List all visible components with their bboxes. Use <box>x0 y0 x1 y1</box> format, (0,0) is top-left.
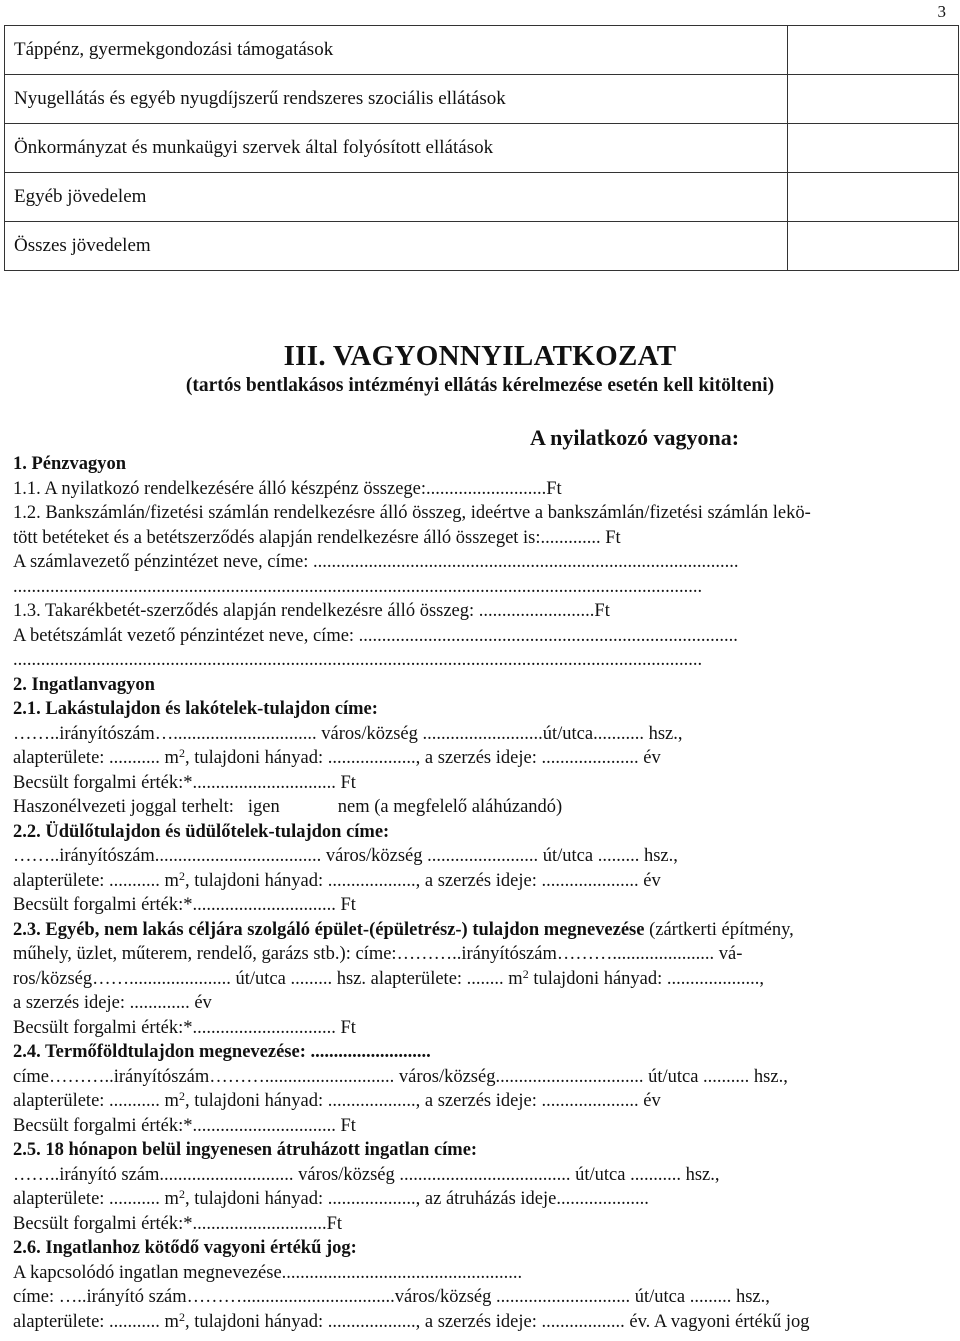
income-label: Táppénz, gyermekgondozási támogatások <box>5 26 788 75</box>
income-value-cell[interactable] <box>788 173 959 222</box>
form-text: alapterülete: ........... m <box>13 748 179 768</box>
heading-cash-assets: 1. Pénzvagyon <box>13 454 127 474</box>
form-line <box>13 918 948 943</box>
form-line <box>13 1187 948 1212</box>
section-subtitle: (tartós bentlakásos intézményi ellátás kérelmezése esetén kell kitölteni) <box>185 375 775 396</box>
income-label: Nyugellátás és egyéb nyugdíjszerű rendszeres szociális ellátások <box>5 75 788 124</box>
form-line <box>13 967 948 992</box>
income-label: Önkormányzat és munkaügyi szervek által folyósított ellátások <box>5 124 788 173</box>
form-line: 1.2. Bankszámlán/fizetési számlán rendelkezésre álló összeg, ideértve a bankszámlán/fizetési számlán lekö- <box>13 503 811 523</box>
usufruct-label: Haszonélvezeti joggal terhelt: <box>13 797 234 817</box>
form-text: , tulajdoni hányad: ..................., az átruházás ideje.................... <box>184 1189 649 1209</box>
income-value-cell[interactable] <box>788 75 959 124</box>
form-line: ……..irányító szám............................. város/község ..................................... út/utca ........... hsz., <box>13 1164 720 1185</box>
heading-transferred-property: 2.5. 18 hónapon belül ingyenesen átruházott ingatlan címe: <box>13 1140 478 1160</box>
income-value-cell[interactable] <box>788 222 959 271</box>
form-line: Becsült forgalmi érték:*............................... Ft <box>13 772 356 793</box>
form-line: A betétszámlát vezető pénzintézet neve, címe: .................................................................................. <box>13 625 738 646</box>
page-number: 3 <box>937 2 946 21</box>
form-line <box>13 795 948 820</box>
superscript: 2 <box>178 1089 185 1103</box>
table-row <box>5 75 959 124</box>
form-line: 1.3. Takarékbetét-szerződés alapján rendelkezésre álló összeg: .........................Ft <box>13 601 610 621</box>
heading-holiday-home: 2.2. Üdülőtulajdon és üdülőtelek-tulajdon címe: <box>13 821 390 842</box>
form-line: Becsült forgalmi érték:*............................... Ft <box>13 1017 356 1038</box>
form-line: A kapcsolódó ingatlan megnevezése.................................................... <box>13 1262 523 1283</box>
income-label: Összes jövedelem <box>5 222 788 271</box>
heading-real-estate: 2. Ingatlanvagyon <box>13 674 155 695</box>
form-line: 1.1. A nyilatkozó rendelkezésére álló készpénz összege:..........................Ft <box>13 478 562 499</box>
superscript: 2 <box>178 868 185 883</box>
form-line: A számlavezető pénzintézet neve, címe: ............................................................................................ <box>13 552 739 572</box>
heading-property-right: 2.6. Ingatlanhoz kötődő vagyoni értékű jog: <box>13 1238 357 1258</box>
heading-other-building: 2.3. Egyéb, nem lakás céljára szolgáló épület-(épületrész-) tulajdon megnevezése <box>13 919 645 940</box>
form-line: Becsült forgalmi érték:*............................... Ft <box>13 895 356 915</box>
form-line <box>13 1089 948 1114</box>
form-text: ros/község……...................... út/utca ......... hsz. alapterülete: ........ m <box>13 968 523 989</box>
form-text: .......................... <box>305 1042 431 1062</box>
form-text: 2.4. Termőföldtulajdon megnevezése: <box>13 1042 306 1062</box>
table-row <box>5 26 959 75</box>
form-line <box>13 1310 948 1335</box>
form-text: , tulajdoni hányad: ..................., a szerzés ideje: ..................... év <box>184 1091 661 1111</box>
form-text: tulajdoni hányad: ...................., <box>528 968 765 989</box>
form-line: ……..irányítószám.................................... város/község ........................ út/utca ......... hsz., <box>13 846 678 866</box>
form-line <box>13 869 948 894</box>
form-text: alapterülete: ........... m <box>13 1189 179 1209</box>
table-row <box>5 222 959 271</box>
declaration-body <box>13 452 948 1334</box>
form-line: címe………..irányítószám………............................ város/község................................ út/utca .......... hsz., <box>13 1066 788 1087</box>
form-text: , tulajdoni hányad: ..................., a szerzés ideje: ..................... év <box>184 870 661 891</box>
assets-heading: A nyilatkozó vagyona: <box>530 425 740 450</box>
heading-apartment: 2.1. Lakástulajdon és lakótelek-tulajdon címe: <box>13 699 378 719</box>
form-line: Becsült forgalmi érték:*............................... Ft <box>13 1115 356 1136</box>
heading-farmland <box>13 1040 948 1065</box>
form-text: (zártkerti építmény, <box>644 919 794 940</box>
form-line <box>13 746 948 771</box>
form-line: ..................................................................................................................................................... <box>13 576 703 597</box>
option-igen[interactable]: igen <box>247 797 280 817</box>
form-text: , tulajdoni hányad: ..................., a szerzés ideje: .................. év. A vagyoni értékű jog <box>184 1311 810 1332</box>
superscript: 2 <box>178 746 185 760</box>
income-value-cell[interactable] <box>788 124 959 173</box>
form-line: műhely, üzlet, műterem, rendelő, garázs stb.): címe:………..irányítószám………...................... vá- <box>13 944 743 964</box>
form-line: címe: …..irányító szám……….................................város/község ............................. út/utca ......... hsz., <box>13 1287 770 1307</box>
form-text: alapterülete: ........... m <box>13 1311 179 1332</box>
form-line: Becsült forgalmi érték:*.............................Ft <box>13 1213 343 1234</box>
income-table <box>4 25 959 271</box>
form-text: alapterülete: ........... m <box>13 870 179 891</box>
form-line: tött betéteket és a betétszerződés alapján rendelkezésre álló összeget is:............. Ft <box>13 527 621 548</box>
table-row <box>5 173 959 222</box>
form-line: a szerzés ideje: ............. év <box>13 993 212 1013</box>
superscript: 2 <box>522 966 529 981</box>
superscript: 2 <box>178 1309 185 1324</box>
income-label: Egyéb jövedelem <box>5 173 788 222</box>
table-row <box>5 124 959 173</box>
option-nem[interactable]: nem (a megfelelő aláhúzandó) <box>337 797 563 817</box>
form-text: alapterülete: ........... m <box>13 1091 179 1111</box>
income-value-cell[interactable] <box>788 26 959 75</box>
superscript: 2 <box>178 1187 185 1201</box>
form-line: ……..irányítószám…............................... város/község ..........................út/utca........... hsz., <box>13 723 683 744</box>
form-text: , tulajdoni hányad: ..................., a szerzés ideje: ..................... év <box>184 748 661 768</box>
form-line: ..................................................................................................................................................... <box>13 650 703 670</box>
section-title: III. VAGYONNYILATKOZAT <box>283 340 677 372</box>
